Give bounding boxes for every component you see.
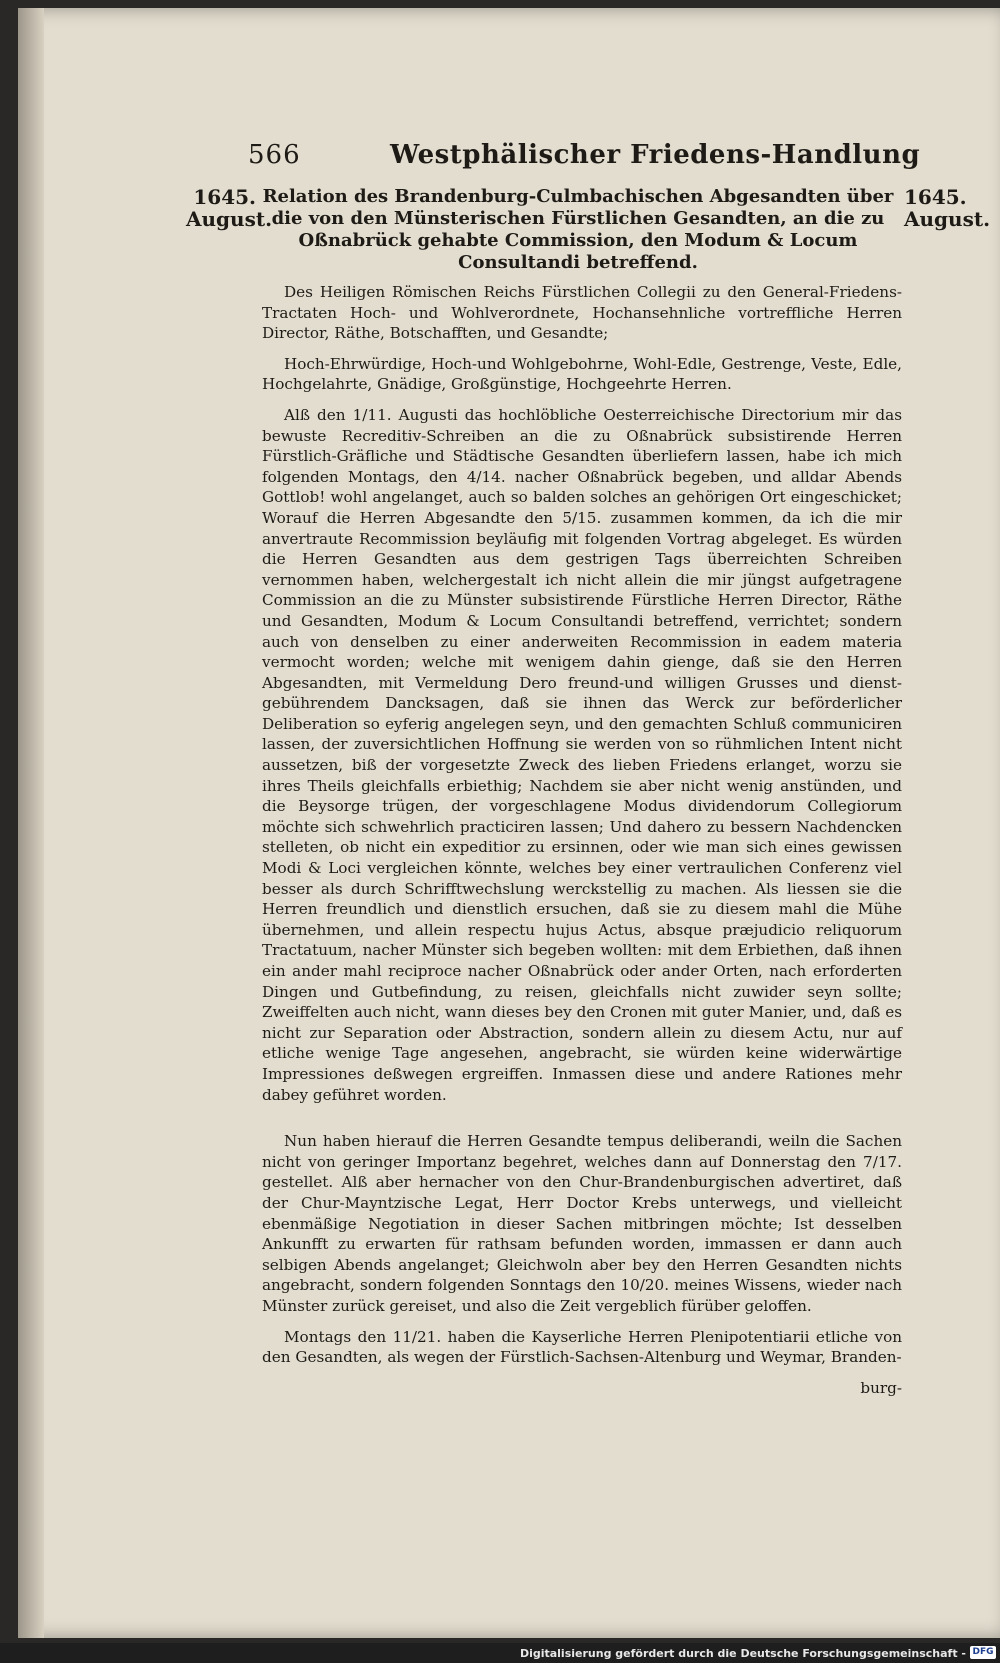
page-number: 566 [248,140,301,170]
margin-right-year: 1645. [904,185,967,209]
running-head: Westphälischer Friedens-Handlung [390,140,921,170]
margin-right-month: August. [904,207,991,231]
paragraph-deliberation: Nun haben hierauf die Herren Gesandte tempus deliberandi, weiln die Sachen nicht von geringer Importanz begehret, welches dann auf Donnerstag den 7/17. gestellet. Alß aber hernacher von den Chur-Brandenburgischen advertiret, daß der Chur-Mayntzische Legat, Herr Doctor Krebs unterwegs, und vielleicht ebenmäßige Negotiation in dieser Sachen mitbringen möchte; Ist desselben Ankunfft zu erwarten für rathsam befunden worden, immassen er dann auch selbigen Abends angelanget; Gleichwoln aber bey den Herren Gesandten nichts angebracht, sondern folgenden Sonntags den 10/20. meines Wissens, wieder nach Münster zurück gereiset, und also die Zeit vergeblich fürüber geloffen. [262,1132,902,1315]
margin-left-month: August. [186,207,273,231]
dfg-logo-icon: DFG [970,1646,996,1659]
body-text [262,282,902,1408]
margin-note-right [904,185,991,231]
margin-left-year: 1645. [193,185,256,209]
margin-note-left [186,185,273,231]
paragraph-monday: Montags den 11/21. haben die Kayserliche Herren Plenipotentiarii etliche von den Gesandten, als wegen der Fürstlich-Sachsen-Altenburg und Weymar, Branden- [262,1327,902,1367]
catchword: burg- [860,1378,902,1397]
paragraph-address: Des Heiligen Römischen Reichs Fürstlichen Collegii zu den General-Friedens-Tractaten Hoch- und Wohlverordnete, Hochansehnliche vortreffliche Herren Director, Räthe, Botschafften, und Gesandte; [262,283,902,343]
paragraph-report: Alß den 1/11. Augusti das hochlöbliche Oesterreichische Directorium mir das bewuste Recreditiv-Schreiben an die zu Oßnabrück subsistirende Herren Fürstlich-Gräfliche und Städtische Gesandten überliefern lassen, habe ich mich folgenden Montags, den 4/14. nacher Oßnabrück begeben, und alldar Abends Gottlob! wohl angelanget, auch so balden solches an gehörigen Ort eingeschicket; Worauf die Herren Abgesandte den 5/15. zusammen kommen, da ich die mir anvertraute Recommission beyläufig mit folgenden Vortrag abgeleget. Es würden die Herren Gesandten aus dem gestrigen Tags überreichten Schreiben vernommen haben, welchergestalt ich nicht allein die mir jüngst aufgetragene Commission an die zu Münster subsistirende Fürstliche Herren Director, Räthe und Gesandten, Modum & Locum Consultandi betreffend, verrichtet; sondern auch von denselben zu einer anderweiten Recommission in eadem materia vermocht worden; welche mit wenigem dahin gienge, daß sie den Herren Abgesandten, mit Vermeldung Dero freund-und willigen Grusses und dienst-gebührendem Dancksagen, daß sie ihnen das Werck zur beförderlicher Deliberation so eyferig angelegen seyn, und den gemachten Schluß communiciren lassen, der zuversichtlichen Hoffnung sie werden von so rühmlichen Intent nicht aussetzen, biß der vorgesetzte Zweck des lieben Friedens erlanget, worzu sie ihres Theils gleichfalls erbiethig; Nachdem sie aber nicht wenig anstünden, und die Beysorge trügen, der vorgeschlagene Modus dividendorum Collegiorum möchte sich schwehrlich practiciren lassen; Und dahero zu bessern Nachdencken stelleten, ob nicht ein expeditior zu ersinnen, oder wie man sich eines gewissen Modi & Loci vergleichen könnte, welches bey einer vertraulichen Conferenz viel besser als durch Schrifftwechslung werckstellig zu machen. Als liessen sie die Herren freundlich und dienstlich ersuchen, daß sie zu diesem mahl die Mühe übernehmen, und allein respectu hujus Actus, absque præjudicio reliquorum Tractatuum, nacher Münster sich begeben wollten: mit dem Erbiethen, daß ihnen ein ander mahl reciproce nacher Oßnabrück oder ander Orten, nach erforderten Dingen und Gutbefindung, zu reisen, gleichfalls nicht zuwider seyn sollte; Zweiffelten auch nicht, wann dieses bey den Cronen mit guter Manier, und, daß es nicht zur Separation oder Abstraction, sondern allein zu diesem Actu, nur auf etliche wenige Tage angesehen, angebracht, sie würden keine widerwärtige Impressiones deßwegen ergreiffen. Inmassen diese und andere Rationes mehr dabey geführet worden. [262,405,902,1104]
section-title: Relation des Brandenburg-Culmbachischen Abgesandten über die von den Münsterischen Fürstlichen Gesandten, an die zu Oßnabrück gehabte Commission, den Modum & Locum Consultandi betreffend. [262,186,894,273]
footer-credit: Digitalisierung gefördert durch die Deutsche Forschungsgemeinschaft - [519,1647,966,1660]
paragraph-salutation: Hoch-Ehrwürdige, Hoch-und Wohlgebohrne, Wohl-Edle, Gestrenge, Veste, Edle, Hochgelahrte, Gnädige, Großgünstige, Hochgeehrte Herren. [262,354,902,394]
footer-bar [0,1643,1000,1663]
